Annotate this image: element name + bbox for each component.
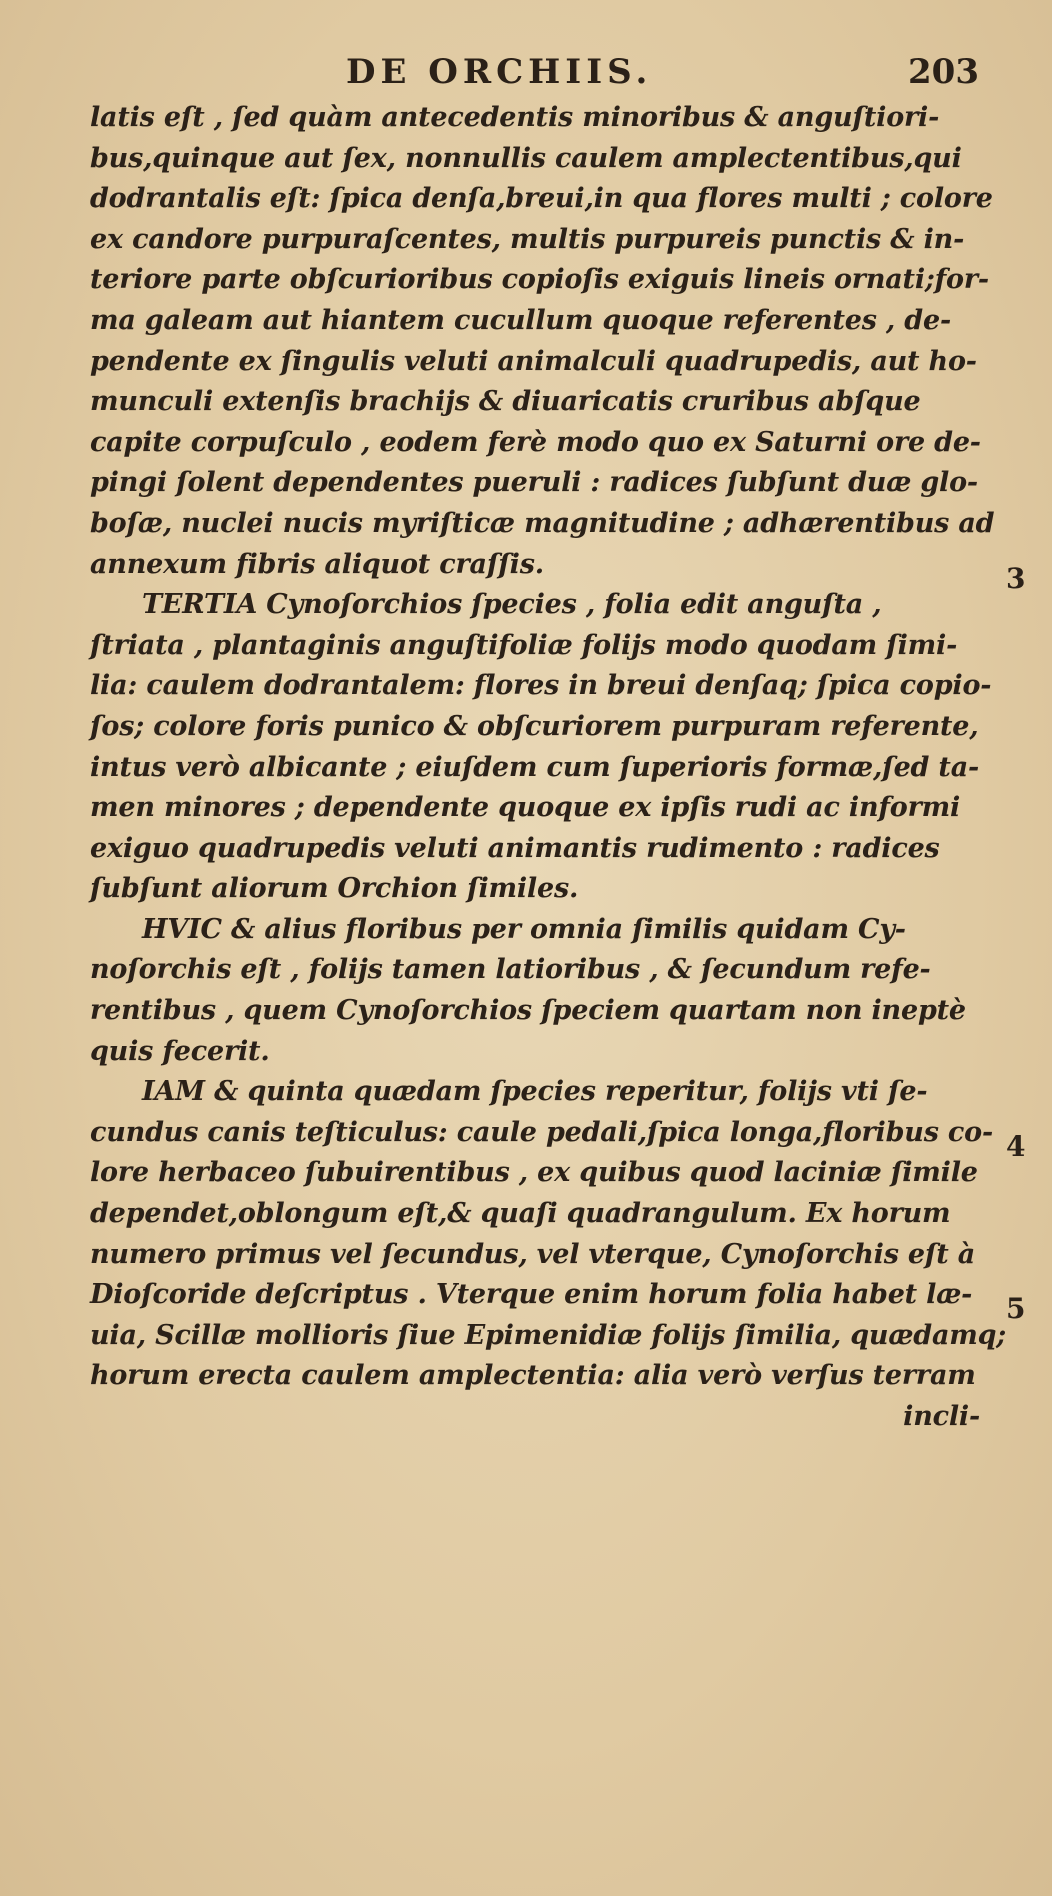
text-line: lore herbaceo ſubuirentibus , ex quibus quod laciniæ ſimile [90,1157,978,1189]
text-line: noſorchis eſt , folijs tamen latioribus , & ſecundum refe- [90,954,931,986]
paragraph-start-line: IAM & quinta quædam ſpecies reperitur, folijs vti ſe- [142,1076,928,1108]
text-line: teriore parte obſcurioribus copioſis exiguis lineis ornati;for- [90,264,989,296]
text-line: ſubſunt aliorum Orchion ſimiles. [90,873,579,905]
text-line: numero primus vel ſecundus, vel vterque, Cynoſorchis eſt à [90,1238,976,1270]
text-line: rentibus , quem Cynoſorchios ſpeciem quartam non ineptè [90,995,966,1027]
text-line: boſæ, nuclei nucis myriſticæ magnitudine ; adhærentibus ad [90,507,995,539]
page-header [0,40,1052,100]
text-line: annexum fibris aliquot craſſis. [90,548,544,580]
text-line: latis eſt , ſed quàm antecedentis minoribus & anguſtiori- [90,102,940,133]
text-line: men minores ; dependente quoque ex ipſis rudi ac informi [90,792,961,824]
page-number: 203 [908,52,979,92]
text-line: quis fecerit. [90,1035,270,1067]
text-line: bus,quinque aut ſex, nonnullis caulem amplectentibus,qui [90,142,962,174]
text-line: horum erecta caulem amplectentia: alia verò verſus terram [90,1360,976,1392]
paragraph-start-line: TERTIA Cynoſorchios ſpecies , folia edit anguſta , [142,589,882,621]
text-line: dodrantalis eſt: ſpica denſa,breui,in qua flores multi ; colore [90,183,993,215]
margin-number: 4 [1006,1130,1026,1163]
margin-number: 3 [1006,562,1026,595]
text-line: munculi extenſis brachijs & diuaricatis cruribus abſque [90,386,921,418]
text-line: ſos; colore foris punico & obſcuriorem purpuram referente, [90,710,979,742]
text-line: intus verò albicante ; eiuſdem cum ſuperioris formæ,ſed ta- [90,751,979,783]
text-line: pendente ex ſingulis veluti animalculi quadrupedis, aut ho- [90,345,977,377]
text-line: ex candore purpuraſcentes, multis purpureis punctis & in- [90,223,965,255]
text-line: cundus canis teſticulus: caule pedali,ſpica longa,floribus co- [90,1116,993,1148]
paragraph-start-line: HVIC & alius floribus per omnia ſimilis quidam Cy- [142,913,906,945]
text-line: dependet,oblongum eſt,& quaſi quadrangulum. Ex horum [90,1198,951,1230]
text-line: ſtriata , plantaginis anguſtifoliæ folijs modo quodam ſimi- [90,629,958,661]
text-line: uia, Scillæ mollioris ſiue Epimenidiæ folijs ſimilia, quædamq; [90,1319,1007,1351]
margin-number: 5 [1006,1292,1026,1325]
text-line: exiguo quadrupedis veluti animantis rudimento : radices [90,832,940,864]
catchword: incli- [903,1401,980,1432]
running-head: DE ORCHIIS. [346,52,653,92]
text-line: capite corpuſculo , eodem ferè modo quo ex Saturni ore de- [90,426,981,458]
body-text [90,98,1007,1438]
text-line: Dioſcoride deſcriptus . Vterque enim horum folia habet læ- [90,1279,973,1311]
text-line: lia: caulem dodrantalem: flores in breui denſaq; ſpica copio- [90,670,992,702]
text-line: ma galeam aut hiantem cucullum quoque referentes , de- [90,304,951,336]
text-line: pingi ſolent dependentes pueruli : radices ſubſunt duæ glo- [90,467,978,499]
